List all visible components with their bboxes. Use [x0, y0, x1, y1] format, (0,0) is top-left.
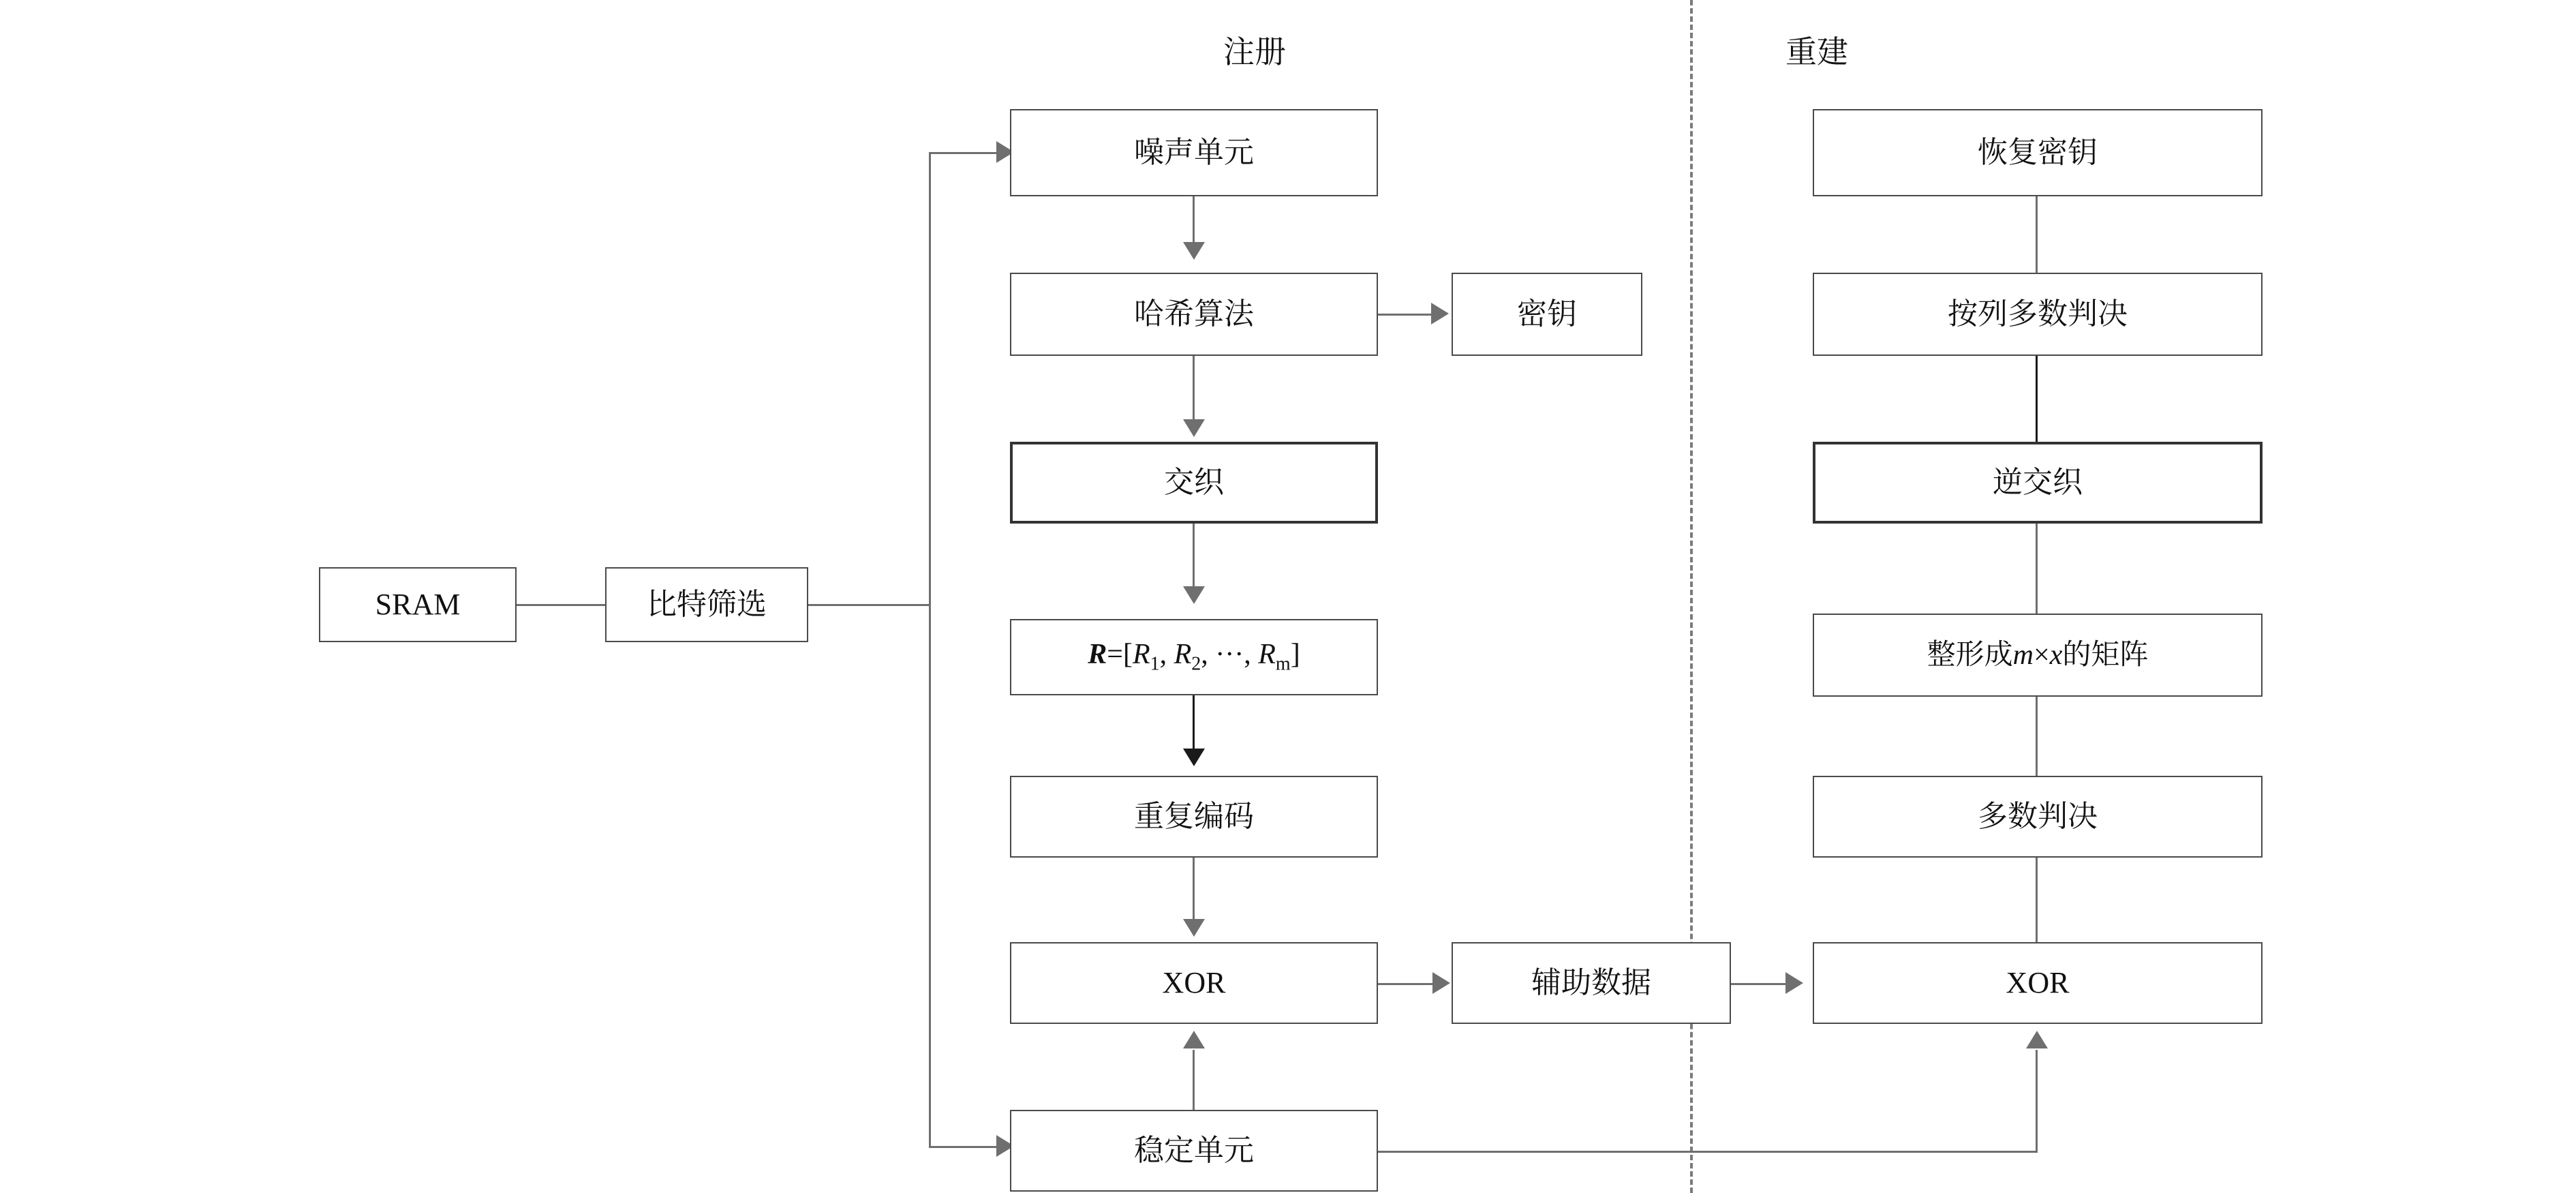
- node-xor-reconstruction: XOR: [1813, 942, 2263, 1024]
- reshape-matrix-label: 整形成m×x的矩阵: [1927, 639, 2149, 671]
- node-interleave: 交织: [1010, 442, 1378, 524]
- arrow-helper-to-xor-recon: [1785, 972, 1803, 994]
- link-xor-recon-to-majority: [2036, 858, 2038, 942]
- link-bus-to-noise-unit: [929, 152, 1004, 154]
- node-recovered-key: 恢复密钥: [1813, 109, 2263, 196]
- link-stable-to-xor: [1193, 1050, 1195, 1118]
- link-repetition-to-xor: [1193, 858, 1195, 928]
- node-deinterleave: 逆交织: [1813, 442, 2263, 524]
- arrow-vector-to-repetition: [1183, 749, 1205, 766]
- arrow-xor-to-helper: [1432, 972, 1450, 994]
- arrow-noise-to-hash: [1183, 242, 1205, 260]
- link-column-majority-to-recovered-key: [2036, 196, 2038, 273]
- arrow-hash-to-interleave: [1183, 419, 1205, 437]
- link-deinterleave-to-column-majority: [2036, 356, 2038, 442]
- node-key: 密钥: [1452, 273, 1642, 356]
- link-reshape-to-deinterleave: [2036, 524, 2038, 614]
- node-reshape-matrix: [1813, 614, 2263, 697]
- node-vector-r: [1010, 619, 1378, 695]
- node-majority-vote: 多数判决: [1813, 776, 2263, 858]
- arrow-interleave-to-vector: [1183, 586, 1205, 604]
- link-sram-to-bitselection: [517, 604, 605, 606]
- node-repetition-encoding: 重复编码: [1010, 776, 1378, 858]
- arrow-stable-to-recon-xor: [2026, 1031, 2048, 1048]
- vector-r-formula: $R=[R_1$, $R_2$, ···, $R_m$]: [1088, 639, 1300, 675]
- node-stable-unit: 稳定单元: [1010, 1110, 1378, 1192]
- link-bus-to-stable-unit: [929, 1146, 1004, 1148]
- arrow-stable-to-xor: [1183, 1031, 1205, 1048]
- node-helper-data: 辅助数据: [1452, 942, 1731, 1024]
- link-bitselection-to-bus: [808, 604, 931, 606]
- enrollment-title: 注册: [1223, 35, 1286, 70]
- link-majority-to-reshape: [2036, 697, 2038, 776]
- arrow-hash-to-key: [1431, 303, 1449, 324]
- node-noise-unit: 噪声单元: [1010, 109, 1378, 196]
- bus-vertical: [929, 152, 931, 1147]
- node-hash-algorithm: 哈希算法: [1010, 273, 1378, 356]
- link-stable-to-recon-bus: [1378, 1151, 2038, 1153]
- reconstruction-title: 重建: [1785, 35, 1848, 70]
- node-bit-selection: 比特筛选: [605, 567, 808, 642]
- arrow-repetition-to-xor: [1183, 919, 1205, 937]
- node-sram: SRAM: [319, 567, 517, 642]
- node-xor-enrollment: XOR: [1010, 942, 1378, 1024]
- node-column-majority-vote: 按列多数判决: [1813, 273, 2263, 356]
- link-recon-bus-vertical: [2036, 1050, 2038, 1151]
